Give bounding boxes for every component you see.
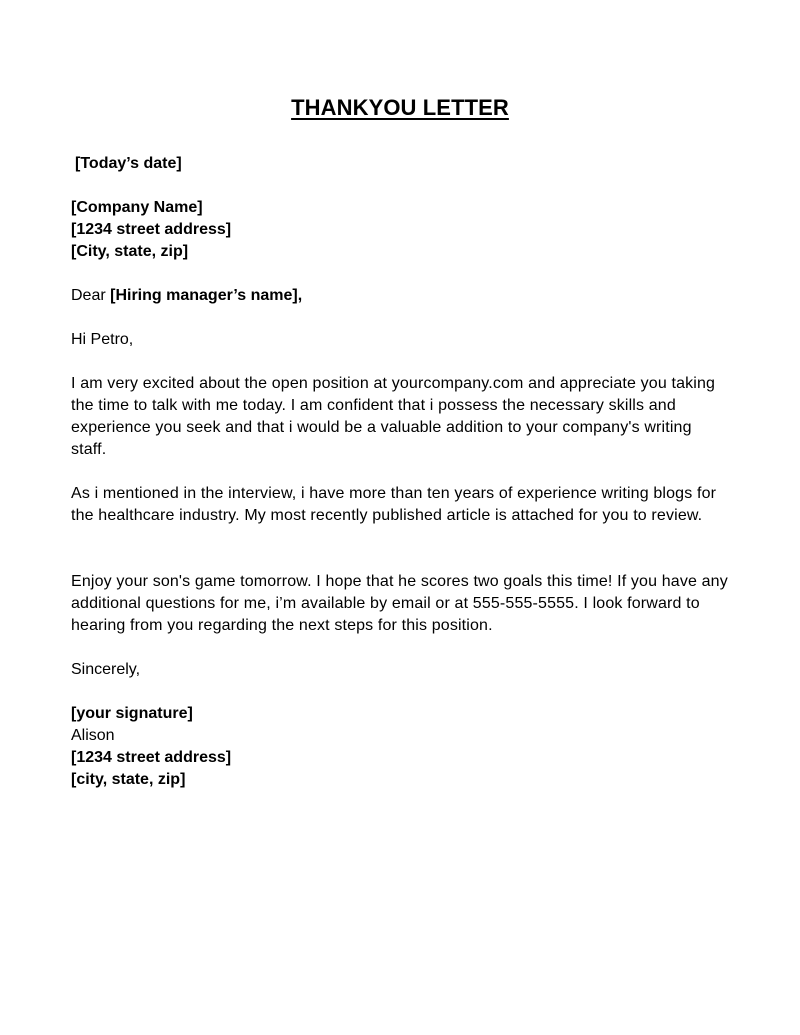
sender-city: [city, state, zip]: [71, 771, 186, 788]
sender-name: Alison: [71, 727, 115, 744]
closing: Sincerely,: [71, 661, 141, 678]
date-placeholder: [Today’s date]: [75, 155, 182, 172]
body-paragraph-1: I am very excited about the open position at yourcompany.com and appreciate you taking the time to talk with me today. I am confident that i possess the necessary skills and experience you seek and that i would be a valuable addition to your company's writing staff.: [71, 375, 716, 458]
letter-title: THANKYOU LETTER: [291, 95, 509, 120]
recipient-city: [City, state, zip]: [71, 243, 189, 260]
salutation-prefix: Dear: [71, 287, 111, 304]
body-paragraph-3: Enjoy your son's game tomorrow. I hope that he scores two goals this time! If you have any additional questions for me, i’m available by email or at 555-555-5555. I look forward to hearing from you regarding the next steps for this position.: [71, 573, 728, 634]
body-paragraph-2: As i mentioned in the interview, i have more than ten years of experience writing blogs for the healthcare industry. My most recently published article is attached for you to review.: [71, 485, 717, 524]
sender-street: [1234 street address]: [71, 749, 232, 766]
sender-signature: [your signature]: [71, 705, 193, 722]
recipient-company: [Company Name]: [71, 199, 203, 216]
salutation: [71, 285, 302, 307]
recipient-street: [1234 street address]: [71, 221, 232, 238]
salutation-name: [Hiring manager’s name],: [110, 287, 303, 304]
greeting: Hi Petro,: [71, 331, 134, 348]
